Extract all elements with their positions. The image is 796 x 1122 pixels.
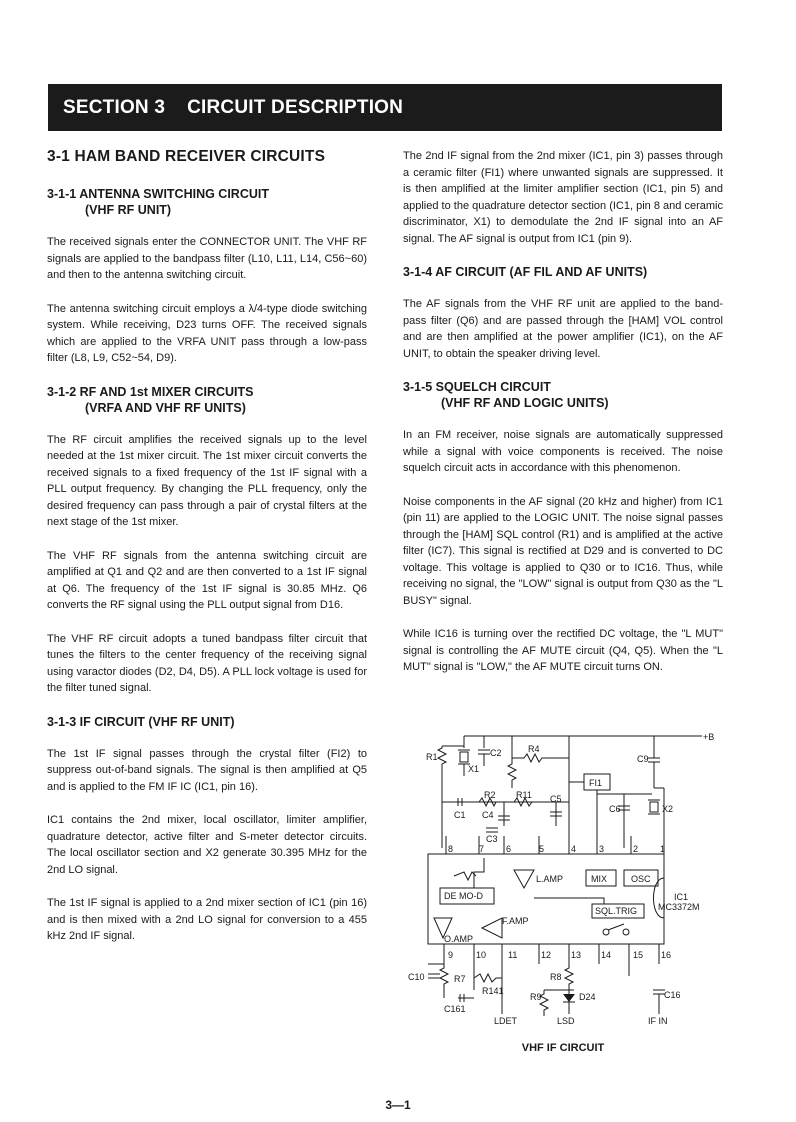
svg-text:8: 8 <box>448 844 454 854</box>
heading-3-1-1: 3-1-1 ANTENNA SWITCHING CIRCUIT (VHF RF UNIT) <box>47 187 269 217</box>
svg-text:15: 15 <box>633 950 644 960</box>
paragraph: The RF circuit amplifies the received signals up to the level needed at the 1st mixer circuit. The 1st mixer circuit converts the received signals to a fixed frequency of the 1st IF signal with a PLL output frequency. By changing the PLL frequency, only the desired frequency can pass through a pair of crystal filters at the next stage of the 1st mixer. <box>47 433 367 528</box>
svg-text:7: 7 <box>479 844 485 854</box>
svg-text:R4: R4 <box>528 744 540 754</box>
svg-text:LDET: LDET <box>494 1016 518 1026</box>
svg-text:+B: +B <box>703 732 715 742</box>
svg-text:1: 1 <box>660 844 666 854</box>
svg-text:14: 14 <box>601 950 612 960</box>
paragraph: While IC16 is turning over the rectified DC voltage, the "L MUT" signal is controlling the AF MUTE circuit (Q4, Q5). When the "L MUT" signal is "LOW," the AF MUTE circuit turns ON. <box>403 628 723 673</box>
svg-text:6: 6 <box>506 844 512 854</box>
svg-text:C9: C9 <box>637 754 649 764</box>
circuit-wiring <box>428 736 702 1016</box>
paragraph: In an FM receiver, noise signals are automatically suppressed while a signal with voice components is received. The noise squelch circuit acts in accordance with this phenomenon. <box>403 429 723 474</box>
svg-text:R7: R7 <box>454 974 466 984</box>
left-column <box>47 148 367 962</box>
svg-text:R9: R9 <box>530 992 542 1002</box>
svg-text:X2: X2 <box>662 804 674 814</box>
svg-text:DE MO-D: DE MO-D <box>444 891 483 901</box>
figure-caption: VHF IF CIRCUIT <box>521 1042 605 1054</box>
paragraph: The 1st IF signal passes through the crystal filter (FI2) to suppress out-of-band signals. The signal is then amplified at Q5 and is applied to the FM IF IC (IC1, pin 16). <box>47 747 367 793</box>
circuit-labels <box>408 732 714 1026</box>
svg-text:OSC: OSC <box>631 874 651 884</box>
svg-text:13: 13 <box>571 950 582 960</box>
svg-text:10: 10 <box>476 950 487 960</box>
paragraph: The 2nd IF signal from the 2nd mixer (IC1, pin 3) passes through a ceramic filter (FI1) where unwanted signals are suppressed. It is then amplified at the limiter amplifier section (IC1, pin 5) and applied to the quadrature detector section (IC1, pin 8 and ceramic discriminator, X1) to demodulate the 2nd IF signal into an AF signal. The AF signal is output from IC1 (pin 9). <box>403 150 723 245</box>
svg-text:R2: R2 <box>484 790 496 800</box>
svg-text:C2: C2 <box>490 748 502 758</box>
svg-text:MC3372M: MC3372M <box>658 902 700 912</box>
svg-text:SQL.TRIG: SQL.TRIG <box>595 906 638 916</box>
svg-text:5: 5 <box>539 844 545 854</box>
paragraph: The VHF RF signals from the antenna switching circuit are amplified at Q1 and Q2 and are then converted to a 1st IF signal at Q6. The frequency of the 1st IF signal is 30.85 MHz. Q6 converts the RF signal using the PLL output signal from D16. <box>47 549 367 611</box>
svg-text:C1: C1 <box>454 810 466 820</box>
section-number: SECTION 3 <box>63 97 166 118</box>
svg-text:IF IN: IF IN <box>648 1016 668 1026</box>
svg-text:C6: C6 <box>609 804 621 814</box>
heading-3-1-2: 3-1-2 RF AND 1st MIXER CIRCUITS (VRFA AND VHF RF UNITS) <box>47 384 254 415</box>
paragraph: The 1st IF signal is applied to a 2nd mixer section of IC1 (pin 16) and is then mixed with a 2nd LO signal for conversion to a 455 kHz 2nd IF signal. <box>47 897 367 942</box>
heading-3-1-4: 3-1-4 AF CIRCUIT (AF FIL AND AF UNITS) <box>403 265 648 279</box>
heading-3-1-5: 3-1-5 SQUELCH CIRCUIT (VHF RF AND LOGIC UNITS) <box>403 380 609 410</box>
paragraph: The VHF RF circuit adopts a tuned bandpass filter circuit that tunes the filters to the center frequency of the receiving signal using varactor diodes (D2, D4, D5). A PLL lock voltage is used for the filter tuned signal. <box>47 632 367 694</box>
svg-text:C10: C10 <box>408 972 425 982</box>
svg-text:C161: C161 <box>444 1004 466 1014</box>
svg-text:O.AMP: O.AMP <box>444 934 474 944</box>
vhf-if-circuit-diagram <box>408 728 724 1028</box>
svg-text:MIX: MIX <box>591 874 608 884</box>
paragraph: IC1 contains the 2nd mixer, local oscillator, limiter amplifier, quadrature detector, active filter and S-meter detector circuits. The local oscillator section and X2 generate 30.395 MHz for the 2nd LO signal. <box>47 814 367 876</box>
paragraph: The antenna switching circuit employs a λ/4-type diode switching system. While receiving, D23 turns OFF. The received signals which are applied to the VRFA UNIT pass through a low-pass filter (L8, L9, C52~54, D9). <box>47 302 367 364</box>
right-column <box>403 148 723 693</box>
svg-text:3: 3 <box>599 844 605 854</box>
page-number: 3—1 <box>385 1098 411 1112</box>
svg-text:C3: C3 <box>486 834 498 844</box>
paragraph: The AF signals from the VHF RF unit are applied to the band-pass filter (Q6) and are passed through the [HAM] VOL control and are then amplified at the power amplifier (IC1), on the AF UNIT, to obtain the speaker driving level. <box>403 298 723 360</box>
section-title: CIRCUIT DESCRIPTION <box>187 97 404 118</box>
svg-text:R141: R141 <box>482 986 504 996</box>
svg-text:R1: R1 <box>426 752 438 762</box>
svg-text:R11: R11 <box>516 790 532 800</box>
svg-text:12: 12 <box>541 950 552 960</box>
section-banner <box>48 84 722 131</box>
svg-text:L.AMP: L.AMP <box>536 874 564 884</box>
svg-text:16: 16 <box>661 950 672 960</box>
svg-text:11: 11 <box>508 950 518 960</box>
svg-text:C4: C4 <box>482 810 494 820</box>
svg-text:X1: X1 <box>468 764 480 774</box>
svg-text:C5: C5 <box>550 794 562 804</box>
svg-text:F.AMP: F.AMP <box>502 916 529 926</box>
svg-text:9: 9 <box>448 950 454 960</box>
svg-text:4: 4 <box>571 844 577 854</box>
svg-text:IC1: IC1 <box>674 892 689 902</box>
svg-text:D24: D24 <box>579 992 596 1002</box>
heading-3-1-3: 3-1-3 IF CIRCUIT (VHF RF UNIT) <box>47 714 235 729</box>
svg-text:FI1: FI1 <box>589 778 603 788</box>
svg-text:C16: C16 <box>664 990 681 1000</box>
svg-text:R8: R8 <box>550 972 562 982</box>
paragraph: The received signals enter the CONNECTOR UNIT. The VHF RF signals are applied to the bandpass filter (L10, L11, L14, C56~60) and then to the antenna switching circuit. <box>47 236 367 281</box>
heading-3-1: 3-1 HAM BAND RECEIVER CIRCUITS <box>47 148 326 165</box>
svg-text:LSD: LSD <box>557 1016 575 1026</box>
paragraph: Noise components in the AF signal (20 kHz and higher) from IC1 (pin 11) are applied to the LOGIC UNIT. The noise signal passes through the [HAM] SQL control (R1) and is amplified at the active filter (IC7). This signal is rectified at D29 and is converted to DC voltage. This voltage is applied to Q30 or to IC16. Thus, while receiving no signal, the "LOW" signal is output from Q30 as the "L BUSY" signal. <box>403 495 723 607</box>
svg-text:2: 2 <box>633 844 639 854</box>
